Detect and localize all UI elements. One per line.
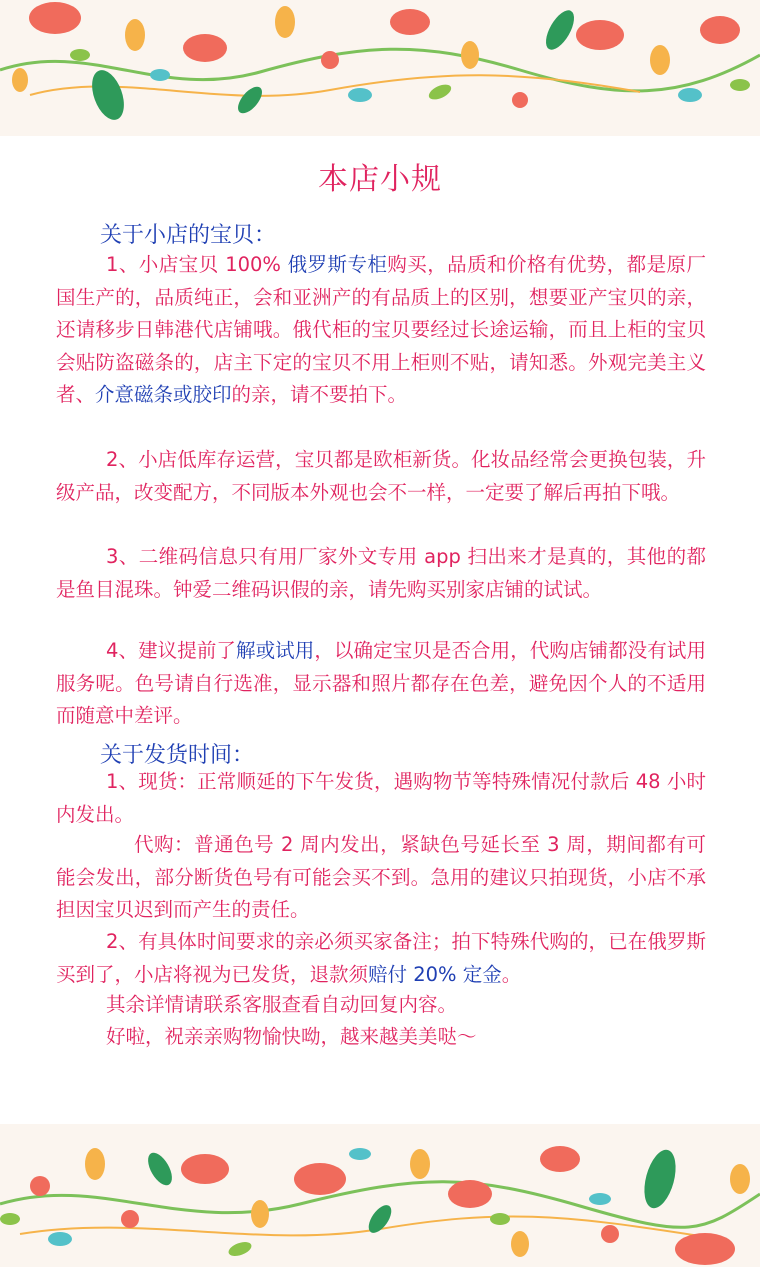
text-segment: 1、小店宝贝 100% <box>106 253 288 276</box>
text-segment: 。 <box>501 962 522 986</box>
paragraph-contact: 其余详情请联系客服查看自动回复内容。 <box>106 993 458 1016</box>
text-segment: ，以确定宝贝是否合用，代购店铺都没有试用服务呢。色号请自行选准，显示器和照片都存在色差，避免因个人的不适用而随意中差评。 <box>56 639 706 727</box>
paragraph-product-3: 3、二维码信息只有用厂家外文专用 app 扫出来才是真的，其他的都是鱼目混珠。钟爱二维码识假的亲，请先购买别家店铺的试试。 <box>56 545 706 601</box>
text-segment: 4、建议提前了 <box>106 639 237 662</box>
floral-border-icon <box>0 1124 760 1267</box>
paragraph-shipping-2: 代购：普通色号 2 周内发出，紧缺色号延长至 3 周，期间都有可能会发出，部分断货色号有可能会买不到。急用的建议只拍现货，小店不承担因宝贝迟到而产生的责任。 <box>56 833 706 921</box>
floral-border-icon <box>0 0 760 136</box>
section-heading-shipping: 关于发货时间： <box>100 743 255 768</box>
paragraph-shipping-1: 1、现货：正常顺延的下午发货，遇购物节等特殊情况付款后 48 小时内发出。 <box>56 770 706 826</box>
highlight-text: 介意磁条或胶印 <box>95 383 232 406</box>
floral-banner-top <box>0 0 760 136</box>
floral-banner-bottom <box>0 1124 760 1267</box>
section-heading-products: 关于小店的宝贝： <box>100 223 277 248</box>
paragraph-product-1 <box>56 249 706 412</box>
text-segment: 2、有具体时间要求的亲必须买家备注；拍下特殊代购的，已在俄罗斯买到了，小店将视为已发货，退款须 <box>56 930 706 986</box>
highlight-text: 解或试用 <box>236 639 315 662</box>
paragraph-closing: 好啦，祝亲亲购物愉快呦，越来越美美哒～ <box>106 1025 477 1048</box>
text-segment: 的亲，请不要拍下。 <box>231 383 408 406</box>
text-segment: 购买，品质和价格有优势，都是原厂国生产的，品质纯正，会和亚洲产的有品质上的区别，想要亚产宝贝的亲，还请移步日韩港代店铺哦。俄代柜的宝贝要经过长途运输，而且上柜的宝贝会贴防盗磁条的，店主下定的宝贝不用上柜则不贴，请知悉。外观完美主义者、 <box>56 253 706 406</box>
page-title: 本店小规 <box>318 162 442 197</box>
paragraph-product-2: 2、小店低库存运营，宝贝都是欧柜新货。化妆品经常会更换包装，升级产品，改变配方，不同版本外观也会不一样，一定要了解后再拍下哦。 <box>56 448 706 504</box>
paragraph-product-4 <box>56 635 706 733</box>
highlight-text: 赔付 20% 定金 <box>368 962 502 986</box>
highlight-text: 俄罗斯专柜 <box>287 253 388 276</box>
paragraph-shipping-3 <box>56 926 706 991</box>
